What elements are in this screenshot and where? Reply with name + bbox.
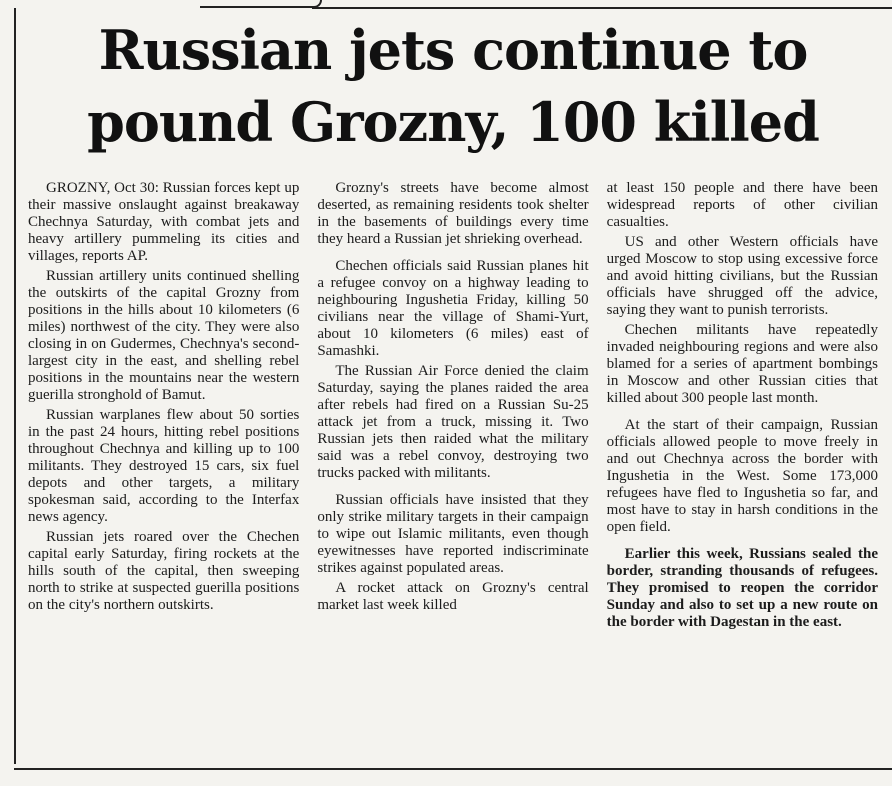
paragraph: at least 150 people and there have been widespread reports of other civilian casualties. [606, 180, 878, 230]
paragraph: The Russian Air Force denied the claim Saturday, saying the planes raided the area after rebels had fired on a Russian Su-25 attack jet from a truck, missing it. Two Russian jets then raided what the military said was a rebel convoy, destroying two trucks packed with militants. [317, 363, 589, 481]
top-rule-corner [200, 0, 322, 8]
paragraph: GROZNY, Oct 30: Russian forces kept up their massive onslaught against breakaway Chechnya Saturday, with combat jets and heavy artillery pummeling its cities and villages, reports AP. [28, 180, 300, 264]
column-1 [28, 180, 299, 765]
paragraph: At the start of their campaign, Russian officials allowed people to move freely in and out Chechnya across the border with Ingushetia in the West. Some 173,000 refugees have fled to Ingushetia so far, and most have to stay in harsh conditions in the open field. [606, 417, 878, 535]
paragraph: Russian officials have insisted that they only strike military targets in their campaign to wipe out Islamic militants, even though eyewitnesses have reported indiscriminate strikes against populated areas. [317, 492, 589, 576]
paragraph: Russian artillery units continued shelling the outskirts of the capital Grozny from positions in the hills about 10 kilometers (6 miles) northwest of the city. They were also closing in on Gudermes, Chechnya's second-largest city in the east, and shelling rebel positions in the mountains near the western guerilla stronghold of Bamut. [28, 268, 300, 403]
paragraph: Grozny's streets have become almost deserted, as remaining residents took shelter in the basements of buildings every time they heard a Russian jet shrieking overhead. [317, 180, 589, 247]
column-3 [607, 180, 878, 765]
paragraph: Chechen militants have repeatedly invaded neighbouring regions and were also blamed for a series of apartment bombings in Moscow and other Russian cities that killed about 300 people last month. [606, 322, 878, 406]
paragraph: A rocket attack on Grozny's central market last week killed [317, 580, 589, 613]
column-2 [317, 180, 588, 765]
top-rule [312, 7, 892, 9]
paragraph: Russian warplanes flew about 50 sorties in the past 24 hours, hitting rebel positions throughout Chechnya and killing up to 100 militants. They destroyed 15 cars, six fuel depots and other targets, a military spokesman said, according to the Interfax news agency. [28, 407, 300, 525]
paragraph: Earlier this week, Russians sealed the border, stranding thousands of refugees. They promised to reopen the corridor Sunday and also to set up a new route on the border with Dagestan in the east. [606, 546, 878, 630]
paragraph: Chechen officials said Russian planes hit a refugee convoy on a highway leading to neighbouring Ingushetia Friday, killing 50 civilians near the village of Shami-Yurt, about 10 kilometers (6 miles) east of Samashki. [317, 258, 589, 359]
article-body [28, 180, 878, 765]
paragraph: US and other Western officials have urged Moscow to stop using excessive force and avoid hitting civilians, but the Russian officials have shrugged off the advice, saying they want to punish terrorists. [606, 234, 878, 318]
left-column-rule [14, 8, 16, 764]
bottom-rule [14, 768, 892, 770]
paragraph: Russian jets roared over the Chechen capital early Saturday, firing rockets at the hills south of the capital, then sweeping north to strike at suspected guerilla positions on the city's northern outskirts. [28, 529, 300, 613]
article-headline: Russian jets continue to pound Grozny, 100 killed [87, 18, 819, 154]
